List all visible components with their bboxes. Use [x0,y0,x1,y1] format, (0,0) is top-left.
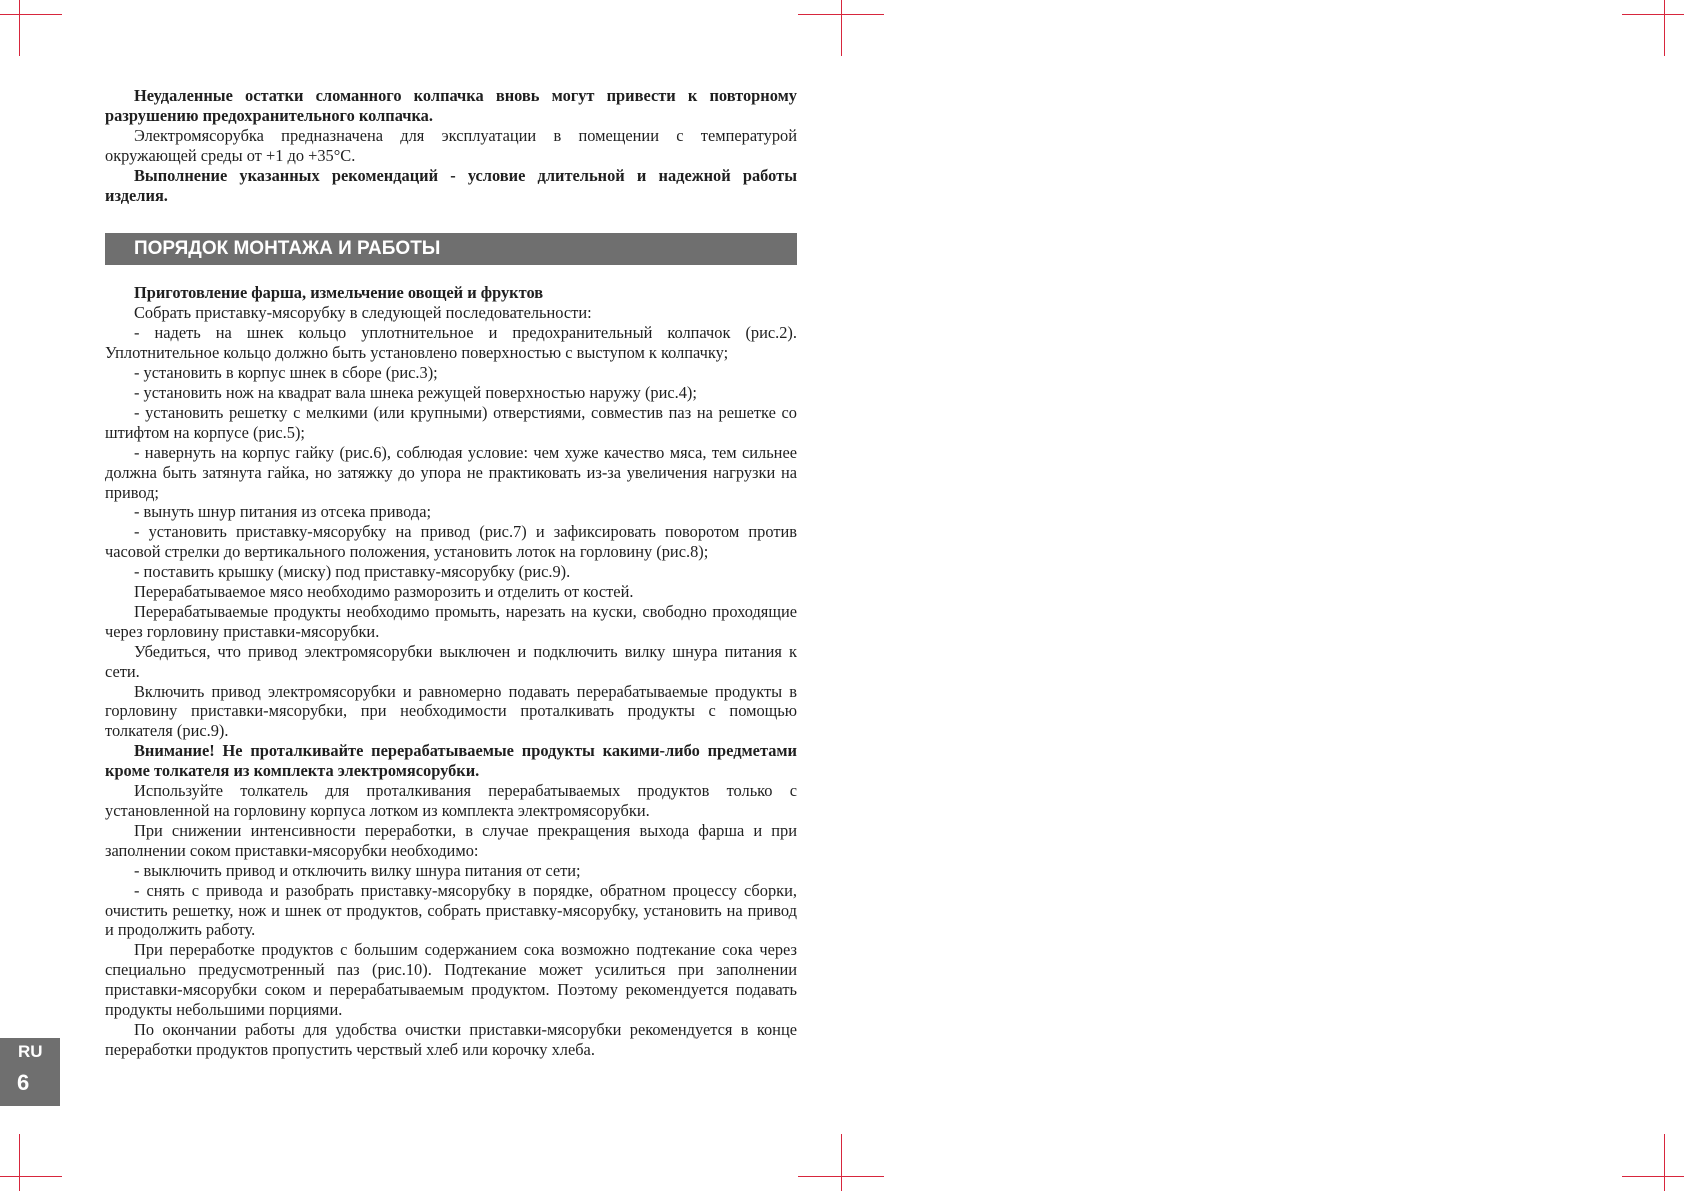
intro-warning-paragraph: Неудаленные остатки сломанного колпачка вновь могут привести к повторному разрушению предохранительного колпачка. [105,86,797,125]
body-paragraph: - надеть на шнек кольцо уплотнительное и предохранительный колпачок (рис.2). Уплотнительное кольцо должно быть установлено поверхностью с выступом к колпачку; [105,323,797,363]
body-paragraph: Используйте толкатель для проталкивания перерабатываемых продуктов только с установленной на горловину корпуса лотком из комплекта электромясорубки. [105,781,797,820]
crop-mark [1664,0,1665,56]
crop-mark [19,1134,20,1191]
intro-paragraph: Электромясорубка предназначена для эксплуатации в помещении с температурой окружающей среды от +1 до +35°С. [105,125,797,165]
body-paragraph: - снять с привода и разобрать приставку-мясорубку в порядке, обратном процессу сборки, очистить решетку, нож и шнек от продуктов, собрать приставку-мясорубку, установить на привод и продолжить работу. [105,880,797,940]
body-paragraph: - выключить привод и отключить вилку шнура питания от сети; [134,860,581,880]
body-paragraph: - поставить крышку (миску) под приставку-мясорубку (рис.9). [134,562,571,582]
text-column [105,86,797,1060]
crop-mark [841,1134,842,1191]
body-paragraph: По окончании работы для удобства очистки приставки-мясорубки рекомендуется в конце переработки продуктов пропустить черствый хлеб или корочку хлеба. [105,1019,797,1059]
crop-mark [1622,1176,1684,1177]
body-paragraph: Перерабатываемое мясо необходимо разморозить и отделить от костей. [134,582,634,602]
language-page-tab [0,1038,60,1106]
body-paragraph: Включить привод электромясорубки и равномерно подавать перерабатываемые продукты в горловину приставки-мясорубки, при необходимости проталкивать продукты с помощью толкателя (рис.9). [105,681,797,741]
body-paragraph: - установить в корпус шнек в сборе (рис.3); [134,363,438,383]
body-paragraph: - установить решетку с мелкими (или крупными) отверстиями, совместив паз на решетке со штифтом на корпусе (рис.5); [105,402,797,442]
intro-emphasis-paragraph: Выполнение указанных рекомендаций - условие длительной и надежной работы изделия. [105,165,797,205]
body-paragraph: - установить приставку-мясорубку на привод (рис.7) и зафиксировать поворотом против часовой стрелки до вертикального положения, установить лоток на горловину (рис.8); [105,522,797,562]
body-paragraph: - вынуть шнур питания из отсека привода; [134,502,432,522]
body-paragraph: Убедиться, что привод электромясорубки выключен и подключить вилку шнура питания к сети. [105,641,797,681]
crop-mark [841,0,842,56]
crop-mark [0,14,62,15]
warning-paragraph: Внимание! Не проталкивайте перерабатываемые продукты какими-либо предметами кроме толкателя из комплекта электромясорубки. [105,741,797,781]
crop-mark [0,1176,62,1177]
language-code: RU [18,1042,43,1061]
body-paragraph: - установить нож на квадрат вала шнека режущей поверхностью наружу (рис.4); [134,382,697,402]
crop-mark [1664,1134,1665,1191]
body-paragraph: При переработке продуктов с большим содержанием сока возможно подтекание сока через специально предусмотренный паз (рис.10). Подтекание может усилиться при заполнении приставки-мясорубки соком и перерабатываемым продуктом. Поэтому рекомендуется подавать продукты небольшими порциями. [105,940,797,1020]
section-heading: ПОРЯДОК МОНТАЖА И РАБОТЫ [105,233,797,265]
crop-mark [19,0,20,56]
crop-mark [1622,14,1684,15]
body-paragraph: Перерабатываемые продукты необходимо промыть, нарезать на куски, свободно проходящие через горловину приставки-мясорубки. [105,601,797,641]
body-paragraph: Собрать приставку-мясорубку в следующей последовательности: [134,303,592,323]
body-paragraph: - навернуть на корпус гайку (рис.6), соблюдая условие: чем хуже качество мяса, тем сильнее должна быть затянута гайка, но затяжку до упора не практиковать из-за увеличения нагрузки на привод; [105,442,797,502]
page-number: 6 [17,1070,30,1095]
body-paragraph: При снижении интенсивности переработки, в случае прекращения выхода фарша и при заполнении соком приставки-мясорубки необходимо: [105,820,797,860]
section-subtitle: Приготовление фарша, измельчение овощей и фруктов [134,283,544,303]
